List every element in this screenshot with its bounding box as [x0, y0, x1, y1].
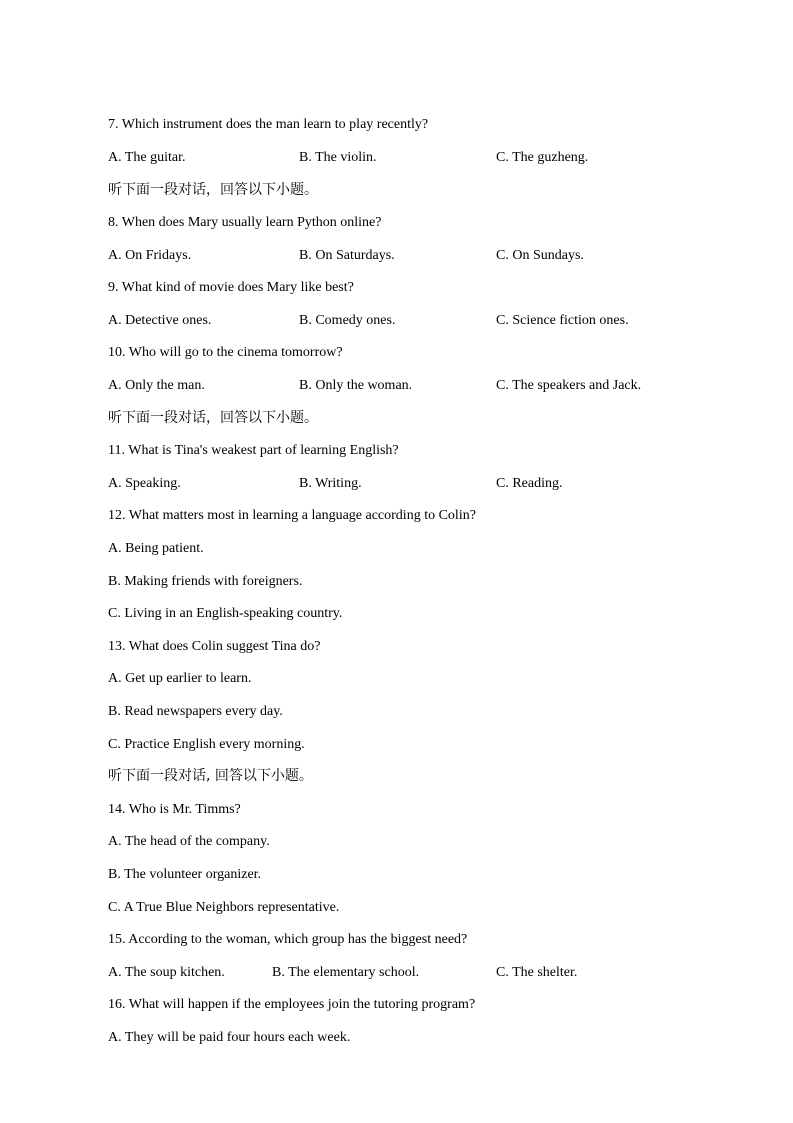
option-a: A. Only the man.: [108, 378, 205, 393]
option-c: C. Living in an English-speaking country.: [108, 606, 343, 621]
option-a: A. On Fridays.: [108, 248, 192, 263]
option-a: A. The head of the company.: [108, 834, 270, 849]
option-c: C. A True Blue Neighbors representative.: [108, 900, 340, 915]
option-c: C. On Sundays.: [496, 248, 584, 263]
option-a: A. The guitar.: [108, 150, 186, 165]
section-instruction: 听下面一段对话, 回答以下小题。: [108, 768, 313, 784]
option-b: B. Making friends with foreigners.: [108, 574, 303, 589]
question-9: 9. What kind of movie does Mary like best?: [108, 280, 354, 295]
question-13: 13. What does Colin suggest Tina do?: [108, 639, 321, 654]
option-c: C. The guzheng.: [496, 150, 589, 165]
question-16: 16. What will happen if the employees join the tutoring program?: [108, 997, 476, 1012]
option-a: A. The soup kitchen.: [108, 965, 225, 980]
option-c: C. The shelter.: [496, 965, 578, 980]
option-a: A. They will be paid four hours each week.: [108, 1030, 351, 1045]
section-instruction: 听下面一段对话，回答以下小题。: [108, 410, 318, 426]
question-7: 7. Which instrument does the man learn to play recently?: [108, 117, 429, 132]
option-c: C. The speakers and Jack.: [496, 378, 642, 393]
option-a: A. Speaking.: [108, 476, 181, 491]
option-b: B. Only the woman.: [299, 378, 413, 393]
option-a: A. Detective ones.: [108, 313, 212, 328]
question-10: 10. Who will go to the cinema tomorrow?: [108, 345, 343, 360]
option-b: B. Comedy ones.: [299, 313, 396, 328]
option-c: C. Practice English every morning.: [108, 737, 305, 752]
option-b: B. Writing.: [299, 476, 362, 491]
option-b: B. The violin.: [299, 150, 377, 165]
option-a: A. Get up earlier to learn.: [108, 671, 252, 686]
option-b: B. The volunteer organizer.: [108, 867, 262, 882]
option-c: C. Science fiction ones.: [496, 313, 629, 328]
section-instruction: 听下面一段对话，回答以下小题。: [108, 182, 318, 198]
question-12: 12. What matters most in learning a language according to Colin?: [108, 508, 476, 523]
option-c: C. Reading.: [496, 476, 563, 491]
option-b: B. The elementary school.: [272, 965, 420, 980]
question-14: 14. Who is Mr. Timms?: [108, 802, 241, 817]
question-8: 8. When does Mary usually learn Python online?: [108, 215, 382, 230]
option-a: A. Being patient.: [108, 541, 204, 556]
question-11: 11. What is Tina's weakest part of learning English?: [108, 443, 399, 458]
question-15: 15. According to the woman, which group has the biggest need?: [108, 932, 468, 947]
option-b: B. On Saturdays.: [299, 248, 395, 263]
option-b: B. Read newspapers every day.: [108, 704, 283, 719]
